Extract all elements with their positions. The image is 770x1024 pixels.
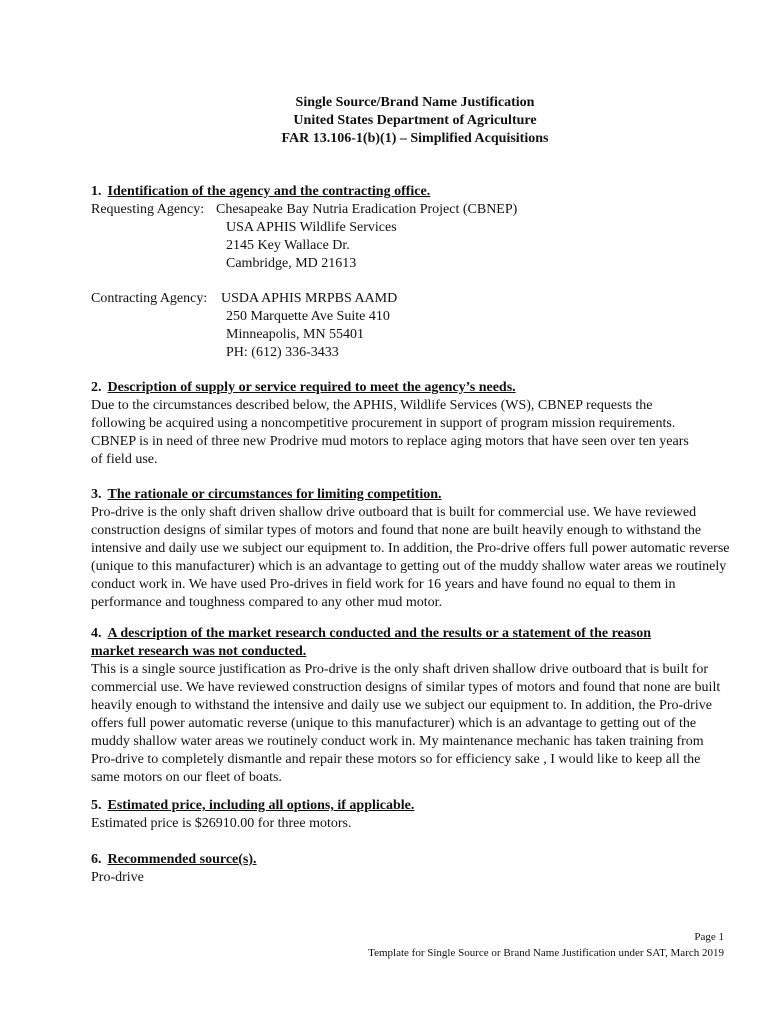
contracting-agency-line-4: PH: (612) 336-3433 [226, 345, 339, 360]
requesting-agency-line-1: Chesapeake Bay Nutria Eradication Project (CBNEP) [216, 202, 518, 217]
section-5-heading [91, 797, 414, 815]
section-6-body: Pro-drive [91, 870, 144, 885]
section-4-number: 4. [91, 626, 102, 641]
footer-page-number: Page 1 [694, 931, 724, 943]
section-6-heading [91, 851, 257, 869]
section-3-body: Pro-drive is the only shaft driven shallow drive outboard that is built for commercial use. We have reviewed construction designs of similar types of motors and found that none are built heavily enough to withstand the intensive and daily use we subject our equipment to. In addition, the Pro-drive offers full power automatic reverse (unique to this manufacturer) which is an advantage to getting out of the muddy shallow water areas we routinely conduct work in. We have used Pro-drives in field work for 16 years and have found no equal to them in performance and toughness compared to any other mud motor. [91, 505, 730, 610]
section-4-heading [91, 625, 651, 643]
section-4-title-line-2: market research was not conducted. [91, 644, 307, 659]
header-title: Single Source/Brand Name Justification [295, 95, 535, 110]
contracting-agency-line-3: Minneapolis, MN 55401 [226, 327, 365, 342]
section-2-title: Description of supply or service required to meet the agency’s needs. [107, 380, 516, 395]
footer-template-note: Template for Single Source or Brand Name Justification under SAT, March 2019 [368, 947, 724, 959]
section-6-title: Recommended source(s). [107, 852, 257, 867]
contracting-agency-line-2: 250 Marquette Ave Suite 410 [226, 309, 390, 324]
contracting-agency-line-1: USDA APHIS MRPBS AAMD [221, 291, 398, 306]
section-1-title: Identification of the agency and the contracting office. [107, 184, 431, 199]
requesting-agency-line-3: 2145 Key Wallace Dr. [226, 238, 350, 253]
requesting-agency-line-2: USA APHIS Wildlife Services [226, 220, 397, 235]
section-1-heading [91, 183, 430, 201]
section-3-heading [91, 486, 442, 504]
section-5-number: 5. [91, 798, 102, 813]
section-2-heading [91, 379, 516, 397]
header-department: United States Department of Agriculture [293, 113, 537, 128]
requesting-agency-label: Requesting Agency: [91, 202, 205, 217]
section-5-title: Estimated price, including all options, if applicable. [107, 798, 415, 813]
section-2-body: Due to the circumstances described below, the APHIS, Wildlife Services (WS), CBNEP requests the following be acquired using a noncompetitive procurement in support of program mission requirements. CBNEP is in need of three new Prodrive mud motors to replace aging motors that have seen over ten years of field use. [91, 398, 689, 467]
section-5-body: Estimated price is $26910.00 for three motors. [91, 816, 352, 831]
document-header [0, 94, 770, 148]
header-far-reference: FAR 13.106-1(b)(1) – Simplified Acquisitions [281, 131, 549, 146]
section-4-body: This is a single source justification as Pro-drive is the only shaft driven shallow drive outboard that is built for commercial use. We have reviewed construction designs of similar types of motors and found that none are built heavily enough to withstand the intensive and daily use we subject our equipment to. In addition, the Pro-drive offers full power automatic reverse (unique to this manufacturer) which is an advantage to getting out of the muddy shallow water areas we routinely conduct work in. My maintenance mechanic has taken training from Pro-drive to completely dismantle and repair these motors so for efficiency sake , I would like to keep all the same motors on our fleet of boats. [91, 662, 721, 785]
contracting-agency-label: Contracting Agency: [91, 291, 208, 306]
section-4-heading-line-2 [91, 643, 306, 661]
section-4-title-line-1: A description of the market research conducted and the results or a statement of the reason [107, 626, 651, 641]
section-3-number: 3. [91, 487, 102, 502]
section-3-title: The rationale or circumstances for limiting competition. [107, 487, 442, 502]
section-2-number: 2. [91, 380, 102, 395]
requesting-agency-line-4: Cambridge, MD 21613 [226, 256, 357, 271]
section-1-number: 1. [91, 184, 102, 199]
section-6-number: 6. [91, 852, 102, 867]
